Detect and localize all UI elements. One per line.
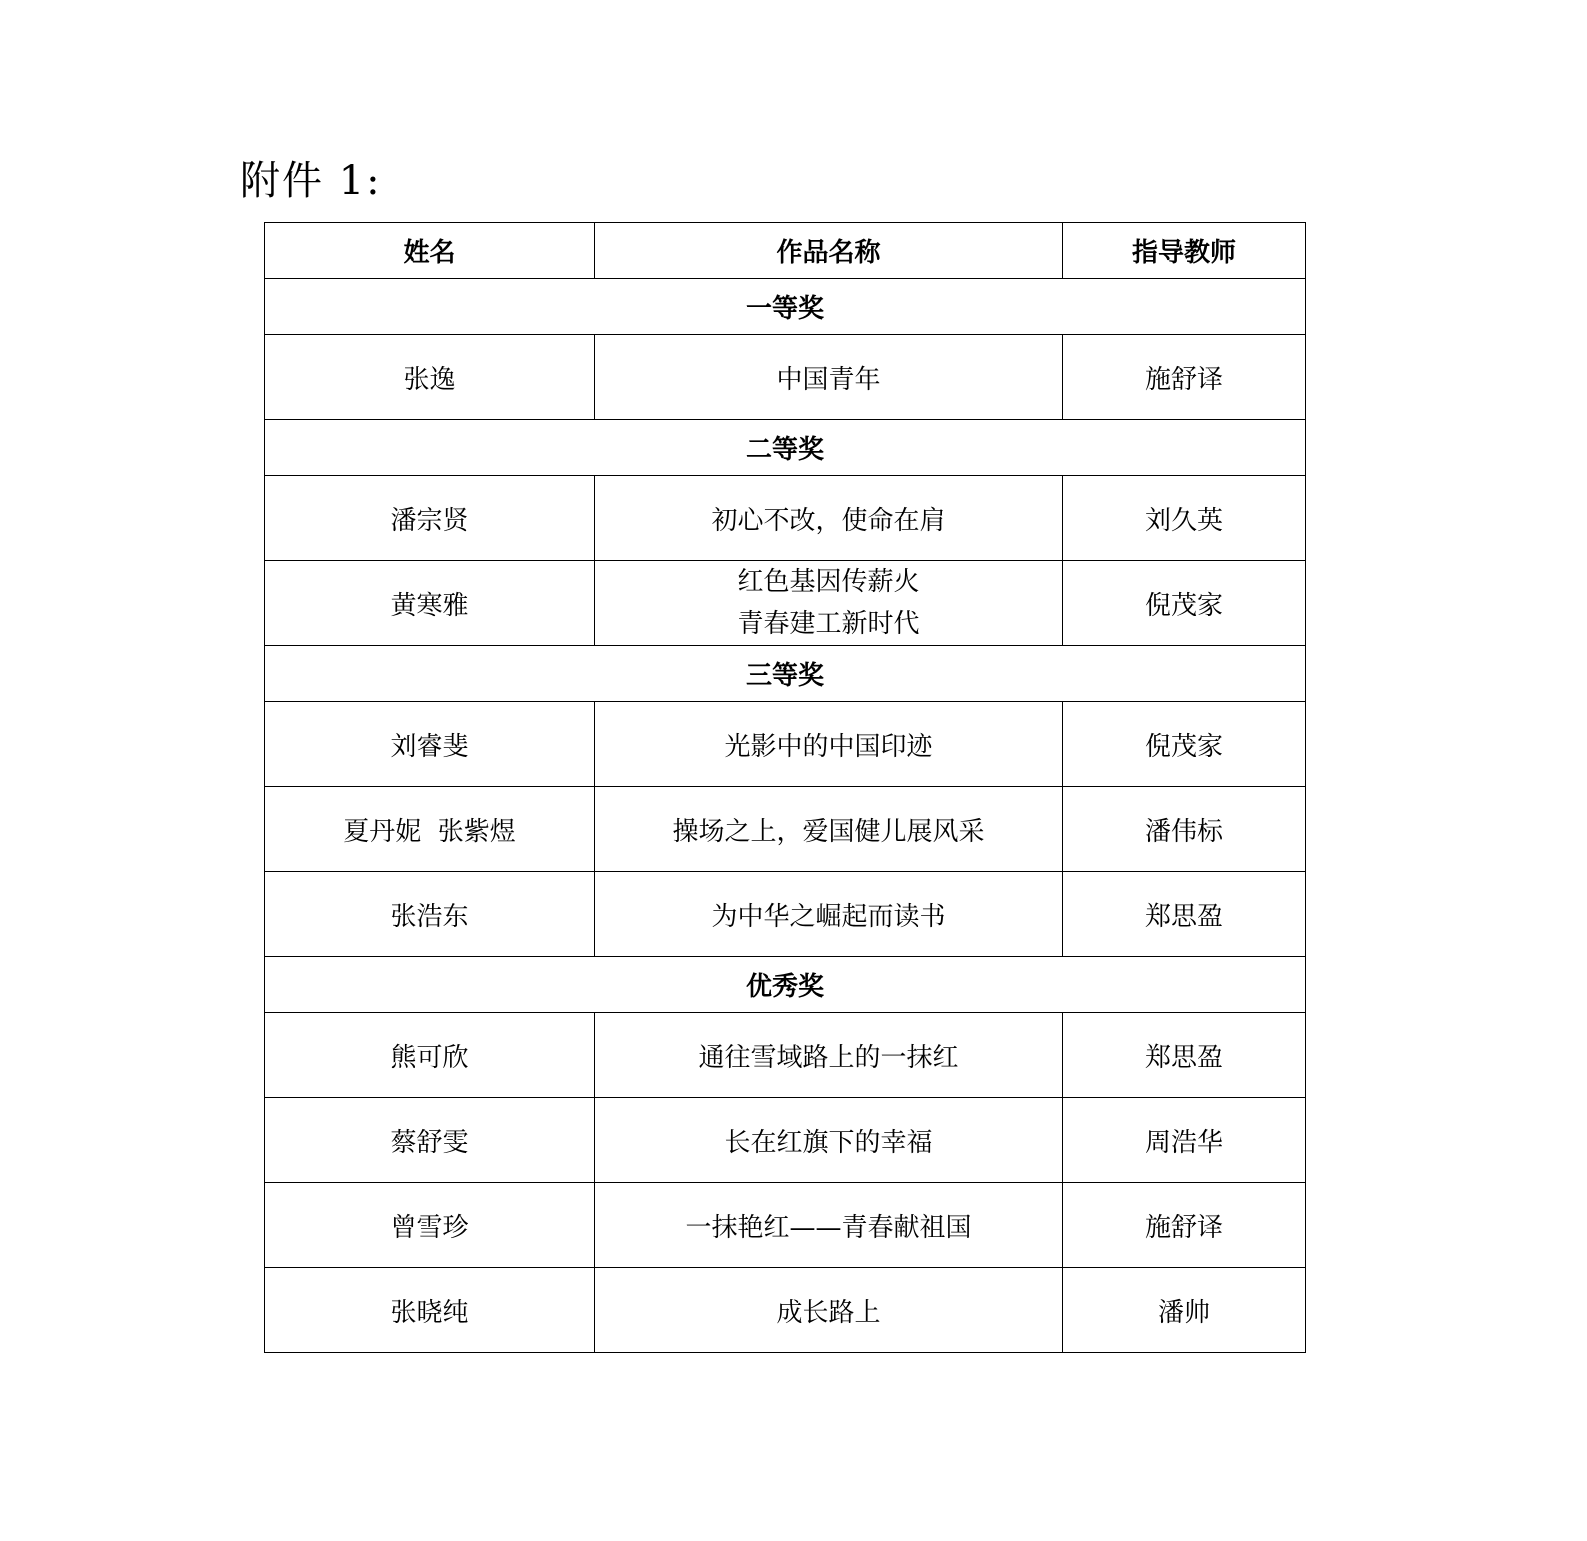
table-row [265,1013,1306,1098]
cell-name: 张逸 [265,335,595,420]
cell-name: 张浩东 [265,872,595,957]
header-work-title: 作品名称 [595,223,1063,279]
table-row [265,872,1306,957]
work-title-line-1: 红色基因传薪火 [737,567,920,597]
cell-teacher: 周浩华 [1063,1098,1306,1183]
cell-work-title: 成长路上 [595,1268,1063,1353]
work-title-line-2: 青春建工新时代 [737,609,920,639]
table-row [265,1098,1306,1183]
table-row [265,561,1306,646]
table-header-row [265,223,1306,279]
cell-teacher: 郑思盈 [1063,1013,1306,1098]
section-label: 一等奖 [265,279,1306,335]
cell-work-title: 中国青年 [595,335,1063,420]
cell-work-title: 通往雪域路上的一抹红 [595,1013,1063,1098]
table-row [265,335,1306,420]
header-name: 姓名 [265,223,595,279]
cell-teacher: 倪茂家 [1063,702,1306,787]
cell-work-title: 初心不改，使命在肩 [595,476,1063,561]
section-row-second-prize [265,420,1306,476]
cell-work-title: 长在红旗下的幸福 [595,1098,1063,1183]
cell-name: 张晓纯 [265,1268,595,1353]
cell-teacher: 刘久英 [1063,476,1306,561]
cell-name: 曾雪珍 [265,1183,595,1268]
table-row [265,787,1306,872]
cell-teacher: 施舒译 [1063,335,1306,420]
cell-work-title: 操场之上，爱国健儿展风采 [595,787,1063,872]
section-label: 优秀奖 [265,957,1306,1013]
cell-name: 黄寒雅 [265,561,595,646]
cell-name: 蔡舒雯 [265,1098,595,1183]
section-row-excellence-prize [265,957,1306,1013]
cell-name: 潘宗贤 [265,476,595,561]
table-row [265,476,1306,561]
cell-name: 夏丹妮 张紫煜 [265,787,595,872]
cell-teacher: 潘帅 [1063,1268,1306,1353]
section-label: 二等奖 [265,420,1306,476]
cell-work-title: 一抹艳红——青春献祖国 [595,1183,1063,1268]
awards-table [264,222,1306,1353]
cell-teacher: 潘伟标 [1063,787,1306,872]
cell-work-title: 光影中的中国印迹 [595,702,1063,787]
attachment-title: 附件 1: [240,158,382,204]
table-row [265,1183,1306,1268]
cell-teacher: 施舒译 [1063,1183,1306,1268]
cell-name: 熊可欣 [265,1013,595,1098]
section-row-first-prize [265,279,1306,335]
cell-name: 刘睿斐 [265,702,595,787]
cell-teacher: 郑思盈 [1063,872,1306,957]
cell-teacher: 倪茂家 [1063,561,1306,646]
cell-work-title [595,561,1063,646]
table-row [265,702,1306,787]
cell-work-title: 为中华之崛起而读书 [595,872,1063,957]
header-teacher: 指导教师 [1063,223,1306,279]
table-row [265,1268,1306,1353]
section-row-third-prize [265,646,1306,702]
section-label: 三等奖 [265,646,1306,702]
